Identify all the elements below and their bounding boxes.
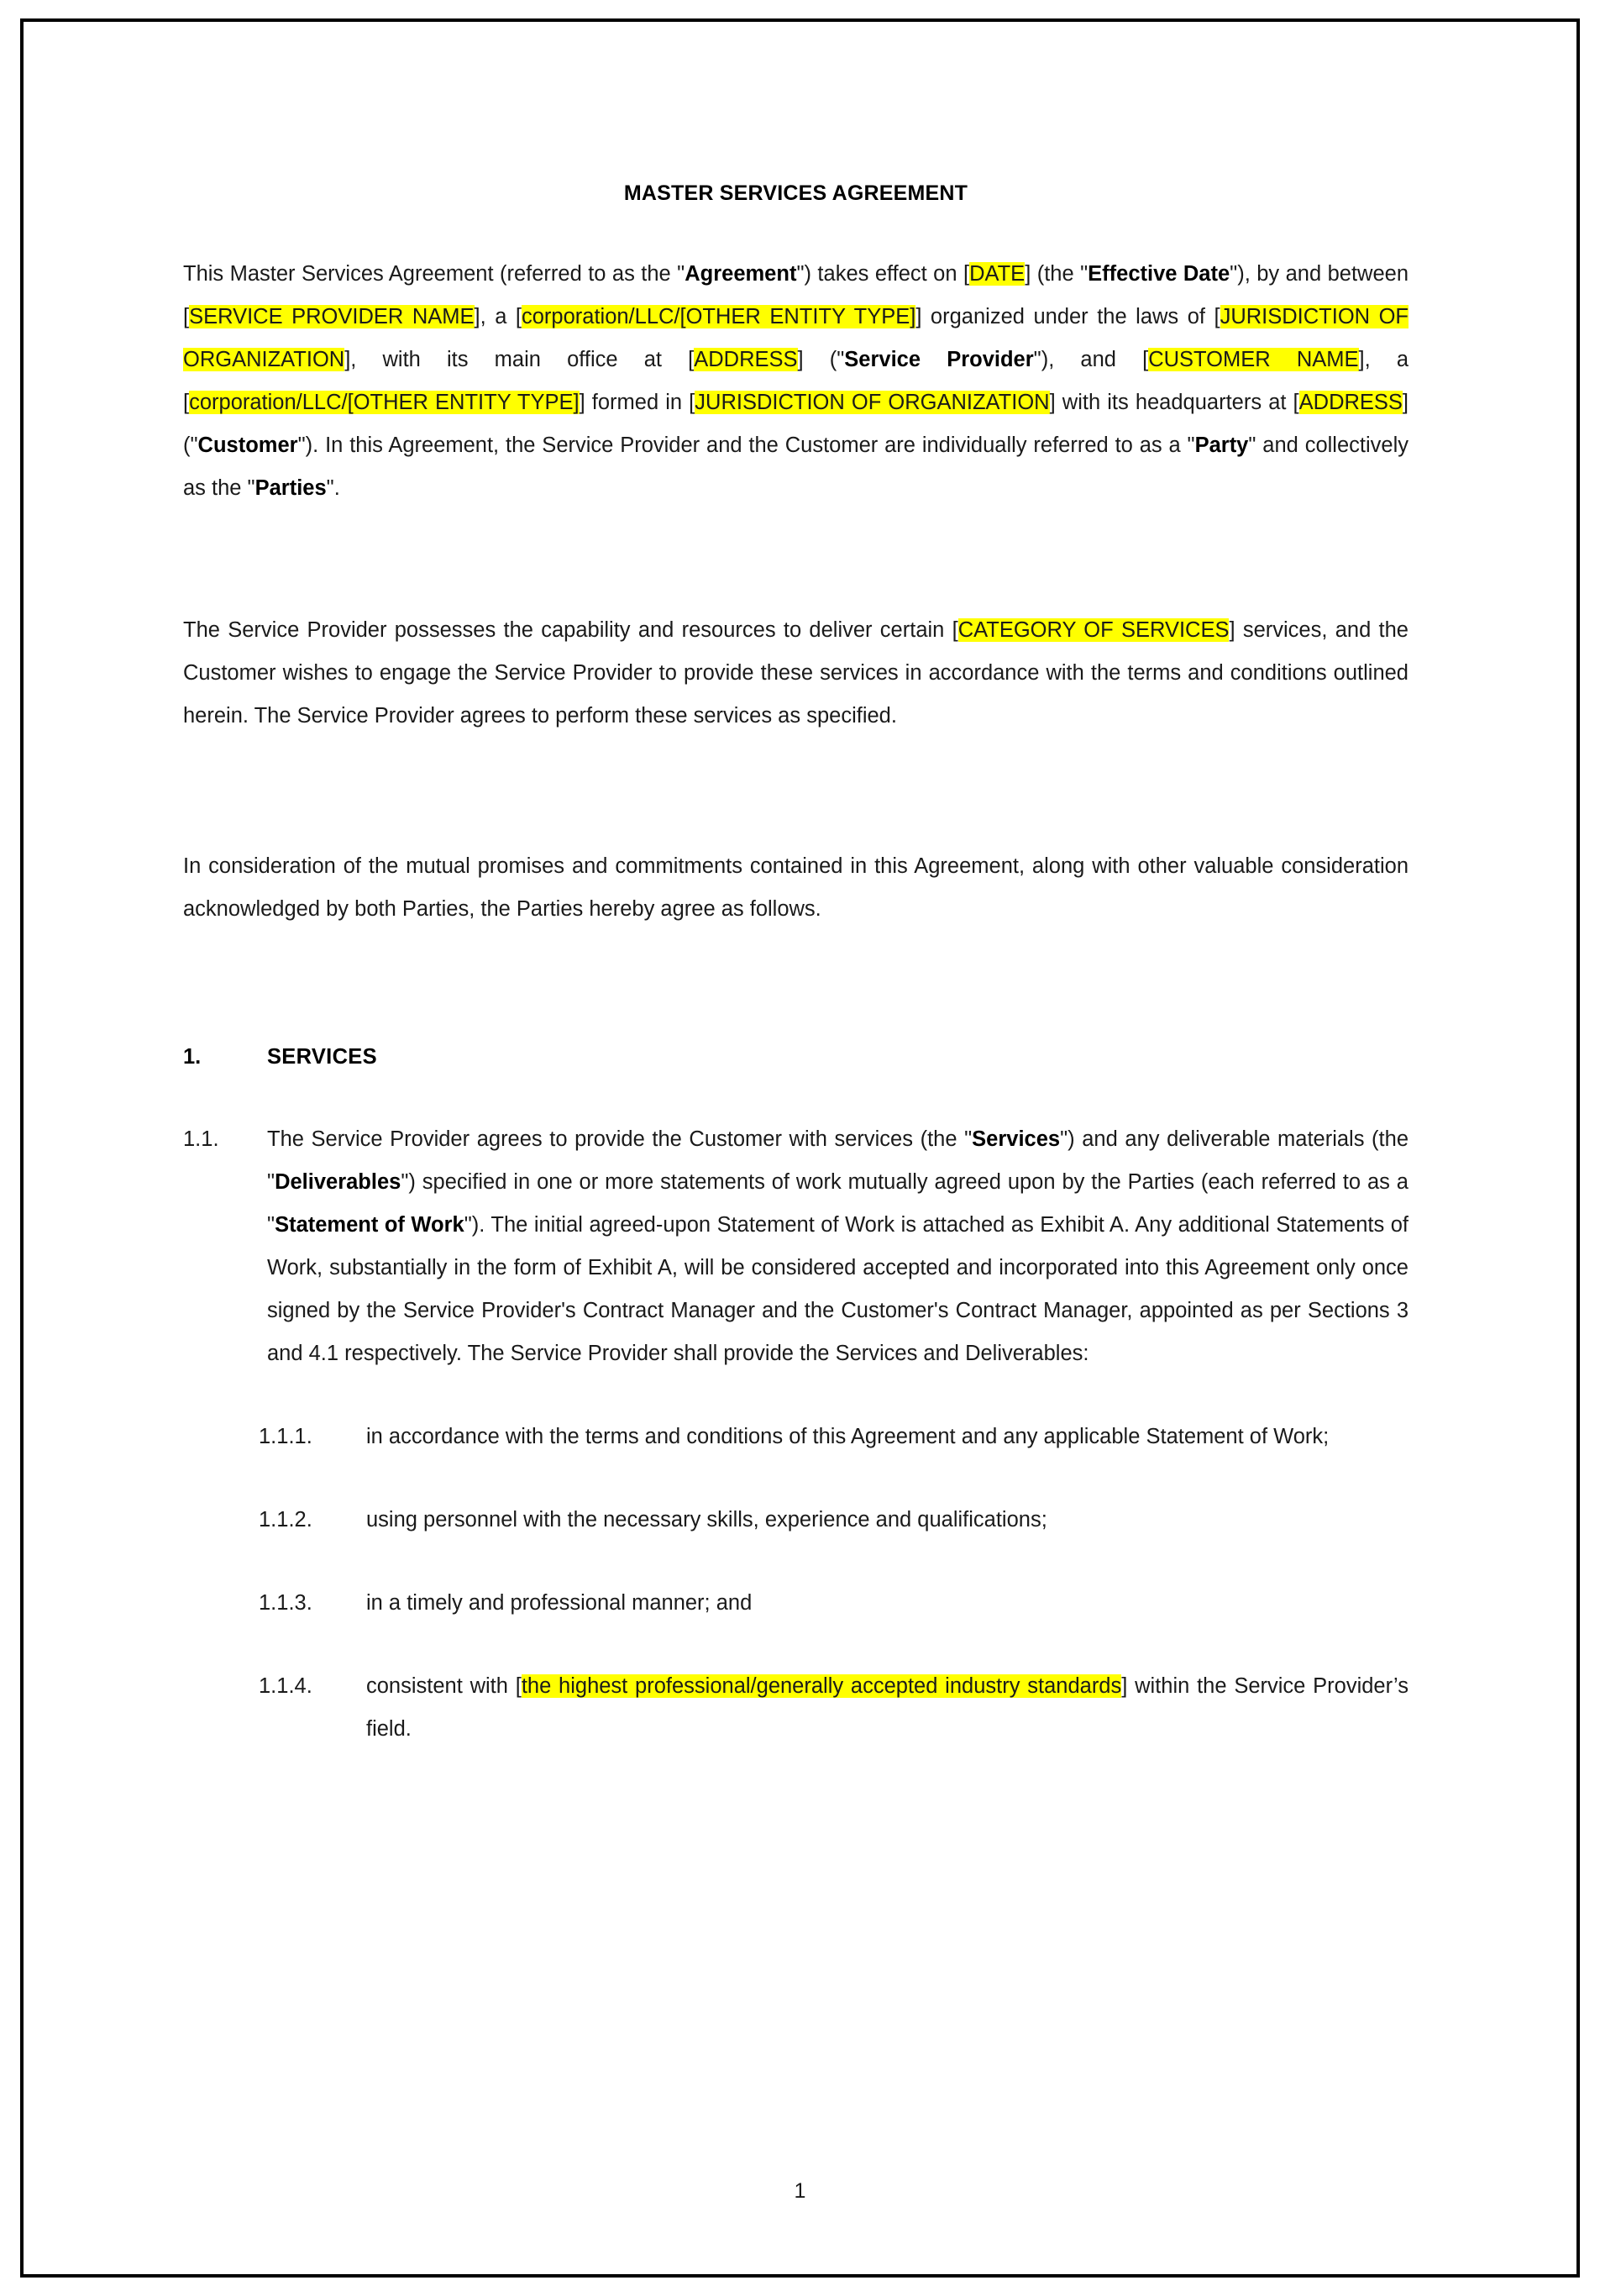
- intro-p1-text-6: ] organized under the laws of [: [915, 305, 1220, 328]
- intro-p1-text-3: ] (the ": [1025, 262, 1089, 286]
- intro-p1-text-7: ], with its main office at [: [344, 348, 695, 371]
- section-heading-services: [183, 1045, 1409, 1069]
- subclause-1-1-2-number: 1.1.2.: [259, 1508, 312, 1532]
- placeholder-address-customer: ADDRESS: [1298, 391, 1403, 414]
- intro-p1-text-14: "). In this Agreement, the Service Provider and the Customer are individually referred to as a ": [297, 433, 1195, 457]
- intro-paragraph-3: [183, 845, 1409, 931]
- intro-p1-text-9: "), and [: [1033, 348, 1149, 371]
- placeholder-date: DATE: [969, 262, 1026, 286]
- clause-1-1-bold-services: Services: [972, 1127, 1061, 1151]
- intro-p1-text-1: This Master Services Agreement (referred to as the ": [183, 262, 685, 286]
- subclause-1-1-1-number: 1.1.1.: [259, 1425, 312, 1448]
- subclause-1-1-4: [183, 1665, 1409, 1751]
- placeholder-customer-name: CUSTOMER NAME: [1148, 348, 1359, 371]
- section-number: 1.: [183, 1045, 202, 1069]
- subclause-1-1-4-text-2: ] within the Service Provider’s field.: [366, 1674, 1409, 1741]
- subclause-1-1-3-text: in a timely and professional manner; and: [366, 1591, 753, 1615]
- clause-1-1-text-3: ") specified in one or more statements of work mutually agreed upon by the Parties (each referred to as a ": [267, 1170, 1409, 1237]
- clause-1-1-bold-deliverables: Deliverables: [275, 1170, 401, 1194]
- section-title: SERVICES: [267, 1045, 377, 1069]
- clause-1-1-text-4: "). The initial agreed-upon Statement of Work is attached as Exhibit A. Any additional Statements of Work, substantially in the form of Exhibit A, will be considered accepted and incorporated into this Agreement only once signed by the Service Provider's Contract Manager and the Customer's Contract Manager, appointed as per Sections 3 and 4.1 respectively. The Service Provider shall provide the Services and Deliverables:: [267, 1213, 1409, 1365]
- subclause-1-1-2: [183, 1499, 1409, 1542]
- intro-paragraph-1: [183, 253, 1409, 510]
- intro-p1-text-16: ".: [326, 476, 340, 500]
- subclause-1-1-4-number: 1.1.4.: [259, 1674, 312, 1698]
- intro-p1-text-5: ], a [: [474, 305, 522, 328]
- intro-p1-text-15: " and collectively as the ": [183, 433, 1409, 500]
- subclause-1-1-1: [183, 1416, 1409, 1458]
- placeholder-entity-type-provider: corporation/LLC/[OTHER ENTITY TYPE]: [521, 305, 916, 328]
- subclause-1-1-4-text-1: consistent with [: [366, 1674, 522, 1698]
- placeholder-category-of-services: CATEGORY OF SERVICES: [957, 618, 1230, 642]
- subclause-1-1-3-number: 1.1.3.: [259, 1591, 312, 1615]
- intro-p2-text-1: The Service Provider possesses the capability and resources to deliver certain [: [183, 618, 958, 642]
- intro-p1-bold-parties: Parties: [254, 476, 327, 500]
- intro-p3-text-1: In consideration of the mutual promises and commitments contained in this Agreement, along with other valuable consideration acknowledged by both Parties, the Parties hereby agree as follows.: [183, 854, 1409, 921]
- placeholder-entity-type-customer: corporation/LLC/[OTHER ENTITY TYPE]: [189, 391, 580, 414]
- clause-1-1-text-1: The Service Provider agrees to provide the Customer with services (the ": [267, 1127, 973, 1151]
- page-title: MASTER SERVICES AGREEMENT: [623, 181, 968, 205]
- placeholder-industry-standards: the highest professional/generally accepted industry standards: [521, 1674, 1122, 1698]
- intro-p1-text-4: "), by and between [: [183, 262, 1409, 328]
- subclause-1-1-4-body: [366, 1665, 1409, 1751]
- subclause-1-1-1-text: in accordance with the terms and conditions of this Agreement and any applicable Statement of Work;: [366, 1425, 1330, 1448]
- intro-p1-text-11: ] formed in [: [579, 391, 695, 414]
- placeholder-service-provider-name: SERVICE PROVIDER NAME: [189, 305, 475, 328]
- intro-p1-text-8: ] (": [797, 348, 845, 371]
- clause-1-1: [183, 1118, 1409, 1375]
- clause-1-1-body: [267, 1118, 1409, 1375]
- clause-1-1-number: 1.1.: [183, 1127, 219, 1151]
- page-number: 1: [794, 2179, 806, 2203]
- subclause-1-1-2-text: using personnel with the necessary skills, experience and qualifications;: [366, 1508, 1047, 1532]
- subclause-1-1-3: [183, 1582, 1409, 1625]
- intro-p1-bold-party: Party: [1194, 433, 1249, 457]
- intro-p1-bold-customer: Customer: [197, 433, 298, 457]
- placeholder-jurisdiction-provider: JURISDICTION OF ORGANIZATION: [183, 305, 1409, 371]
- intro-p1-text-2: ") takes effect on [: [796, 262, 970, 286]
- placeholder-jurisdiction-customer: JURISDICTION OF ORGANIZATION: [695, 391, 1050, 414]
- intro-p1-bold-service-provider: Service Provider: [844, 348, 1034, 371]
- clause-1-1-bold-statement-of-work: Statement of Work: [275, 1213, 464, 1237]
- intro-paragraph-2: [183, 609, 1409, 738]
- intro-p1-bold-agreement: Agreement: [685, 262, 797, 286]
- intro-p1-text-10: ], a [: [183, 348, 1409, 414]
- intro-p1-bold-effective-date: Effective Date: [1088, 262, 1230, 286]
- clause-1-1-text-2: ") and any deliverable materials (the ": [267, 1127, 1409, 1194]
- intro-p1-text-13: ] (": [183, 391, 1409, 457]
- intro-p1-text-12: ] with its headquarters at [: [1049, 391, 1299, 414]
- intro-p2-text-2: ] services, and the Customer wishes to engage the Service Provider to provide these services in accordance with the terms and conditions outlined herein. The Service Provider agrees to perform these services as specified.: [183, 618, 1409, 728]
- document-sheet: [20, 18, 1580, 2278]
- placeholder-address-provider: ADDRESS: [694, 348, 798, 371]
